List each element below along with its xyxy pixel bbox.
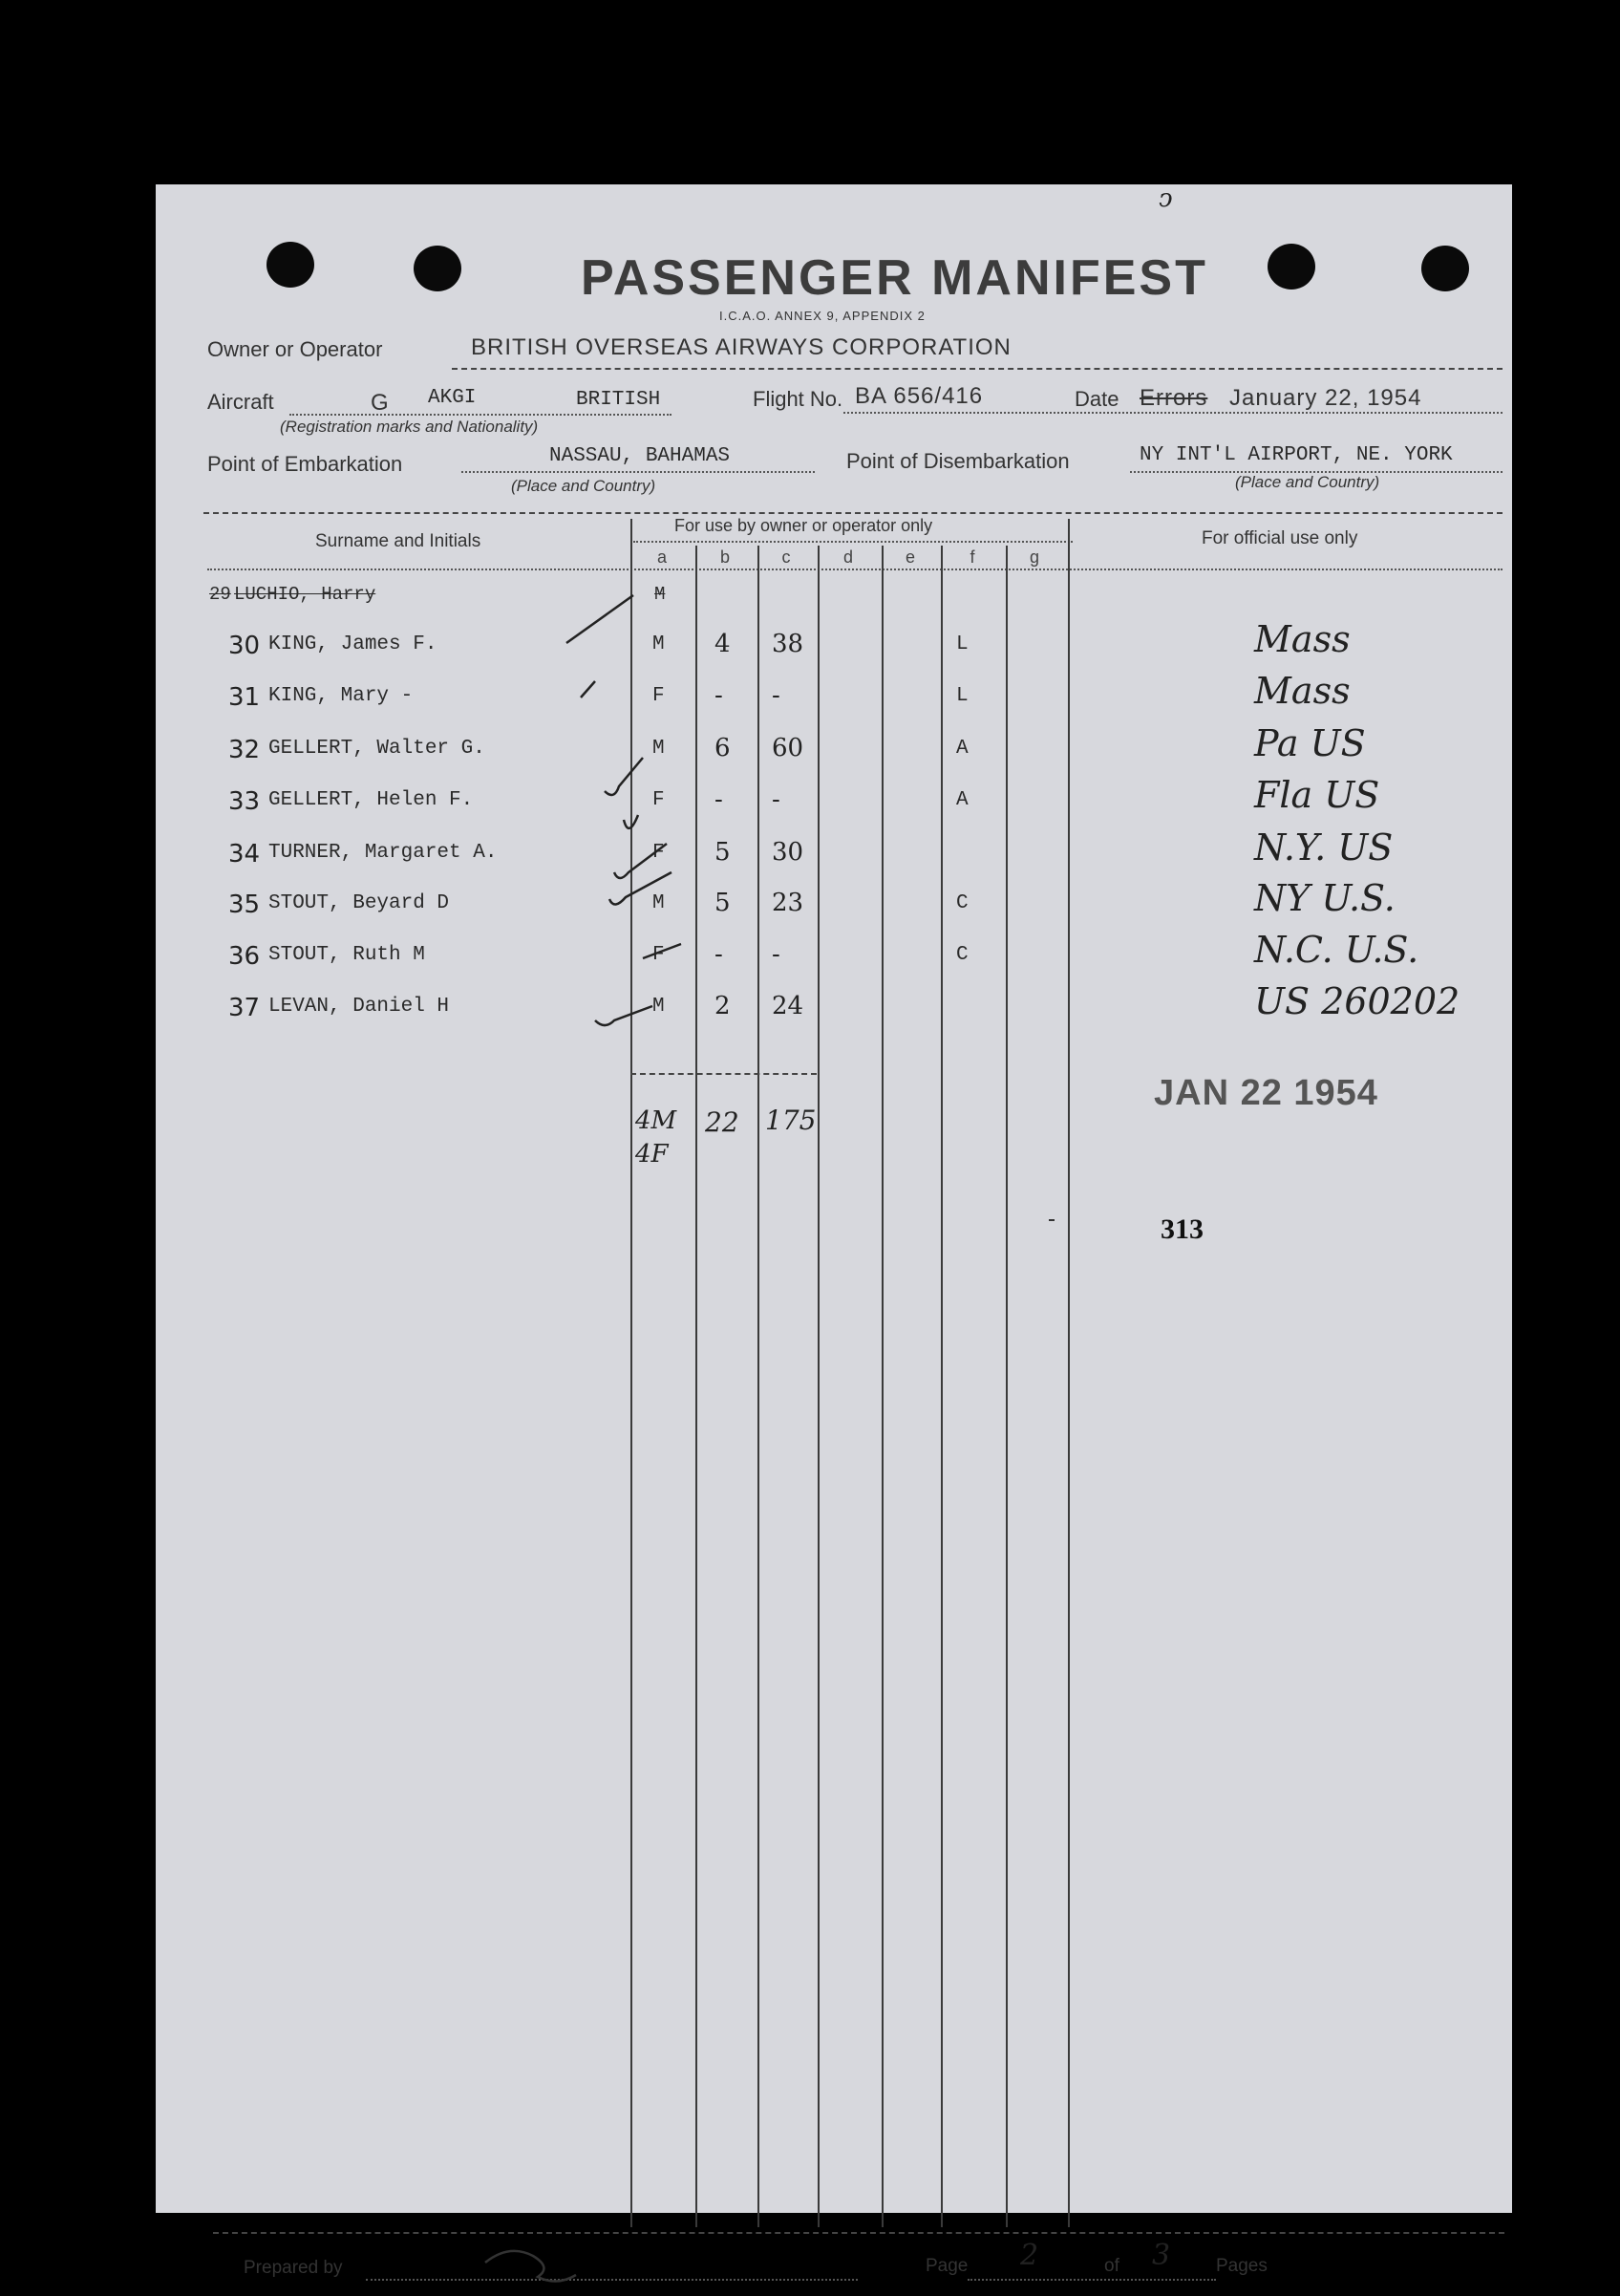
grid-line-3: [757, 546, 759, 2227]
row-number: 37: [228, 994, 261, 1022]
stamped-number: 313: [1161, 1213, 1204, 1245]
cell-sex: F: [652, 944, 665, 966]
owner-label: Owner or Operator: [207, 337, 383, 361]
cell-f: C: [956, 892, 969, 914]
cell-b: -: [714, 681, 723, 710]
aircraft-note: (Registration marks and Nationality): [280, 418, 539, 436]
grid-line-5: [882, 546, 884, 2227]
flight-underline: [843, 412, 1503, 414]
official-header: For official use only: [1202, 528, 1358, 548]
date-label: Date: [1075, 387, 1119, 411]
column-header-b: b: [719, 547, 730, 567]
punch-hole-1: [266, 242, 314, 288]
prepared-line: [366, 2279, 858, 2281]
cell-c: 24: [772, 992, 804, 1020]
aircraft-nationality: BRITISH: [576, 389, 661, 411]
struck-row-num: 29: [209, 584, 231, 605]
cell-b: 2: [714, 992, 731, 1020]
struck-row-a: M: [654, 584, 666, 605]
official-notation: Mass: [1254, 618, 1351, 660]
embark-value: NASSAU, BAHAMAS: [549, 445, 731, 467]
disembark-note: (Place and Country): [1235, 473, 1380, 491]
column-header-g: g: [1029, 547, 1039, 567]
row-number: 31: [228, 683, 261, 712]
official-notation: N.C. U.S.: [1254, 929, 1419, 971]
punch-hole-2: [414, 246, 461, 291]
grid-line-8: [1068, 519, 1070, 2227]
row-number: 35: [228, 891, 261, 919]
passenger-name: STOUT, Beyard D: [268, 892, 450, 914]
row-number: 34: [228, 840, 261, 869]
aircraft-label: Aircraft: [207, 390, 274, 414]
official-notation: N.Y. US: [1254, 826, 1394, 869]
totals-rule: [630, 1073, 817, 1075]
cell-c: 38: [772, 630, 804, 658]
total-a-line2: 4F: [635, 1140, 669, 1169]
page-number: 2: [1020, 2239, 1039, 2272]
flight-label: Flight No.: [753, 387, 843, 411]
disembark-label: Point of Disembarkation: [846, 449, 1070, 473]
embark-underline: [461, 471, 815, 473]
row-number: 32: [228, 736, 261, 764]
cell-sex: M: [652, 996, 665, 1018]
table-header-rule: [207, 569, 1503, 570]
column-header-c: c: [781, 547, 791, 567]
column-header-e: e: [905, 547, 915, 567]
row-number: 33: [228, 787, 261, 816]
column-header-d: d: [842, 547, 853, 567]
footer-rule: [213, 2232, 1504, 2234]
stray-mark: [1049, 1219, 1055, 1221]
row-number: 36: [228, 942, 261, 971]
cell-f: L: [956, 633, 969, 655]
punch-hole-4: [1421, 246, 1469, 291]
cell-c: 60: [772, 734, 804, 762]
date-value: January 22, 1954: [1229, 385, 1422, 411]
cell-c: -: [772, 940, 780, 969]
cell-b: 5: [714, 838, 731, 867]
owner-header-rule: [633, 541, 1073, 543]
official-notation: NY U.S.: [1254, 877, 1396, 919]
cell-f: A: [956, 738, 969, 760]
flight-value: BA 656/416: [855, 383, 984, 409]
cell-b: -: [714, 785, 723, 814]
cell-sex: M: [652, 738, 665, 760]
preparer-signature: [480, 2239, 586, 2296]
cell-b: -: [714, 940, 723, 969]
owner-value: BRITISH OVERSEAS AIRWAYS CORPORATION: [471, 334, 1012, 360]
total-a-line1: 4M: [635, 1106, 677, 1135]
passenger-name: LEVAN, Daniel H: [268, 996, 450, 1018]
header-divider-1: [452, 368, 1503, 370]
manifest-sheet: [156, 184, 1512, 2278]
aircraft-reg-prefix: G: [371, 390, 390, 416]
passenger-name: GELLERT, Helen F.: [268, 789, 474, 811]
cell-c: 30: [772, 838, 804, 867]
owner-use-header: For use by owner or operator only: [674, 516, 933, 535]
total-b: 22: [705, 1106, 739, 1138]
cell-f: L: [956, 685, 969, 707]
page-total: 3: [1152, 2239, 1171, 2272]
form-title: PASSENGER MANIFEST: [581, 250, 1208, 306]
embark-note: (Place and Country): [511, 477, 656, 495]
total-c: 175: [765, 1105, 817, 1136]
cell-sex: F: [652, 685, 665, 707]
cell-f: C: [956, 944, 969, 966]
header-divider-2: [203, 512, 1503, 514]
disembark-value: NY INT'L AIRPORT, NE. YORK: [1140, 444, 1453, 466]
cell-f: A: [956, 789, 969, 811]
official-notation: Pa US: [1254, 722, 1366, 764]
cell-c: -: [772, 681, 780, 710]
official-notation: US 260202: [1254, 980, 1460, 1022]
prepared-label: Prepared by: [244, 2258, 343, 2278]
row-number: 30: [228, 632, 261, 660]
aircraft-underline: [289, 414, 671, 416]
passenger-name: GELLERT, Walter G.: [268, 738, 485, 760]
column-header-f: f: [970, 547, 975, 567]
pages-label: Pages: [1216, 2256, 1268, 2276]
surname-header: Surname and Initials: [315, 531, 481, 551]
of-label: of: [1104, 2256, 1119, 2276]
form-subtitle: I.C.A.O. ANNEX 9, APPENDIX 2: [719, 309, 926, 323]
cell-sex: M: [652, 633, 665, 655]
aircraft-reg: AKGI: [428, 387, 477, 409]
cell-c: -: [772, 785, 780, 814]
cell-c: 23: [772, 889, 804, 917]
official-notation: Mass: [1254, 670, 1351, 712]
corner-mark: ↄ: [1159, 184, 1173, 213]
date-struck: Errors: [1140, 385, 1208, 411]
column-header-a: a: [656, 547, 667, 567]
punch-hole-3: [1268, 244, 1315, 290]
cell-b: 4: [714, 630, 731, 658]
grid-line-6: [941, 546, 943, 2227]
grid-line-7: [1006, 546, 1008, 2227]
embark-label: Point of Embarkation: [207, 452, 403, 476]
struck-row-name: LUCHIO, Harry: [234, 584, 376, 605]
passenger-name: KING, James F.: [268, 633, 437, 655]
cell-b: 5: [714, 889, 731, 917]
cell-sex: F: [652, 789, 665, 811]
grid-line-4: [818, 546, 820, 2227]
passenger-name: TURNER, Margaret A.: [268, 842, 498, 864]
check-marks: [557, 586, 710, 1216]
page-line: [968, 2279, 1216, 2281]
passenger-name: KING, Mary -: [268, 685, 414, 707]
official-notation: Fla US: [1254, 774, 1380, 816]
page-label: Page: [926, 2256, 969, 2276]
date-stamp: JAN 22 1954: [1154, 1073, 1378, 1113]
cell-sex: F: [652, 842, 665, 864]
cell-b: 6: [714, 734, 731, 762]
cell-sex: M: [652, 892, 665, 914]
passenger-name: STOUT, Ruth M: [268, 944, 425, 966]
